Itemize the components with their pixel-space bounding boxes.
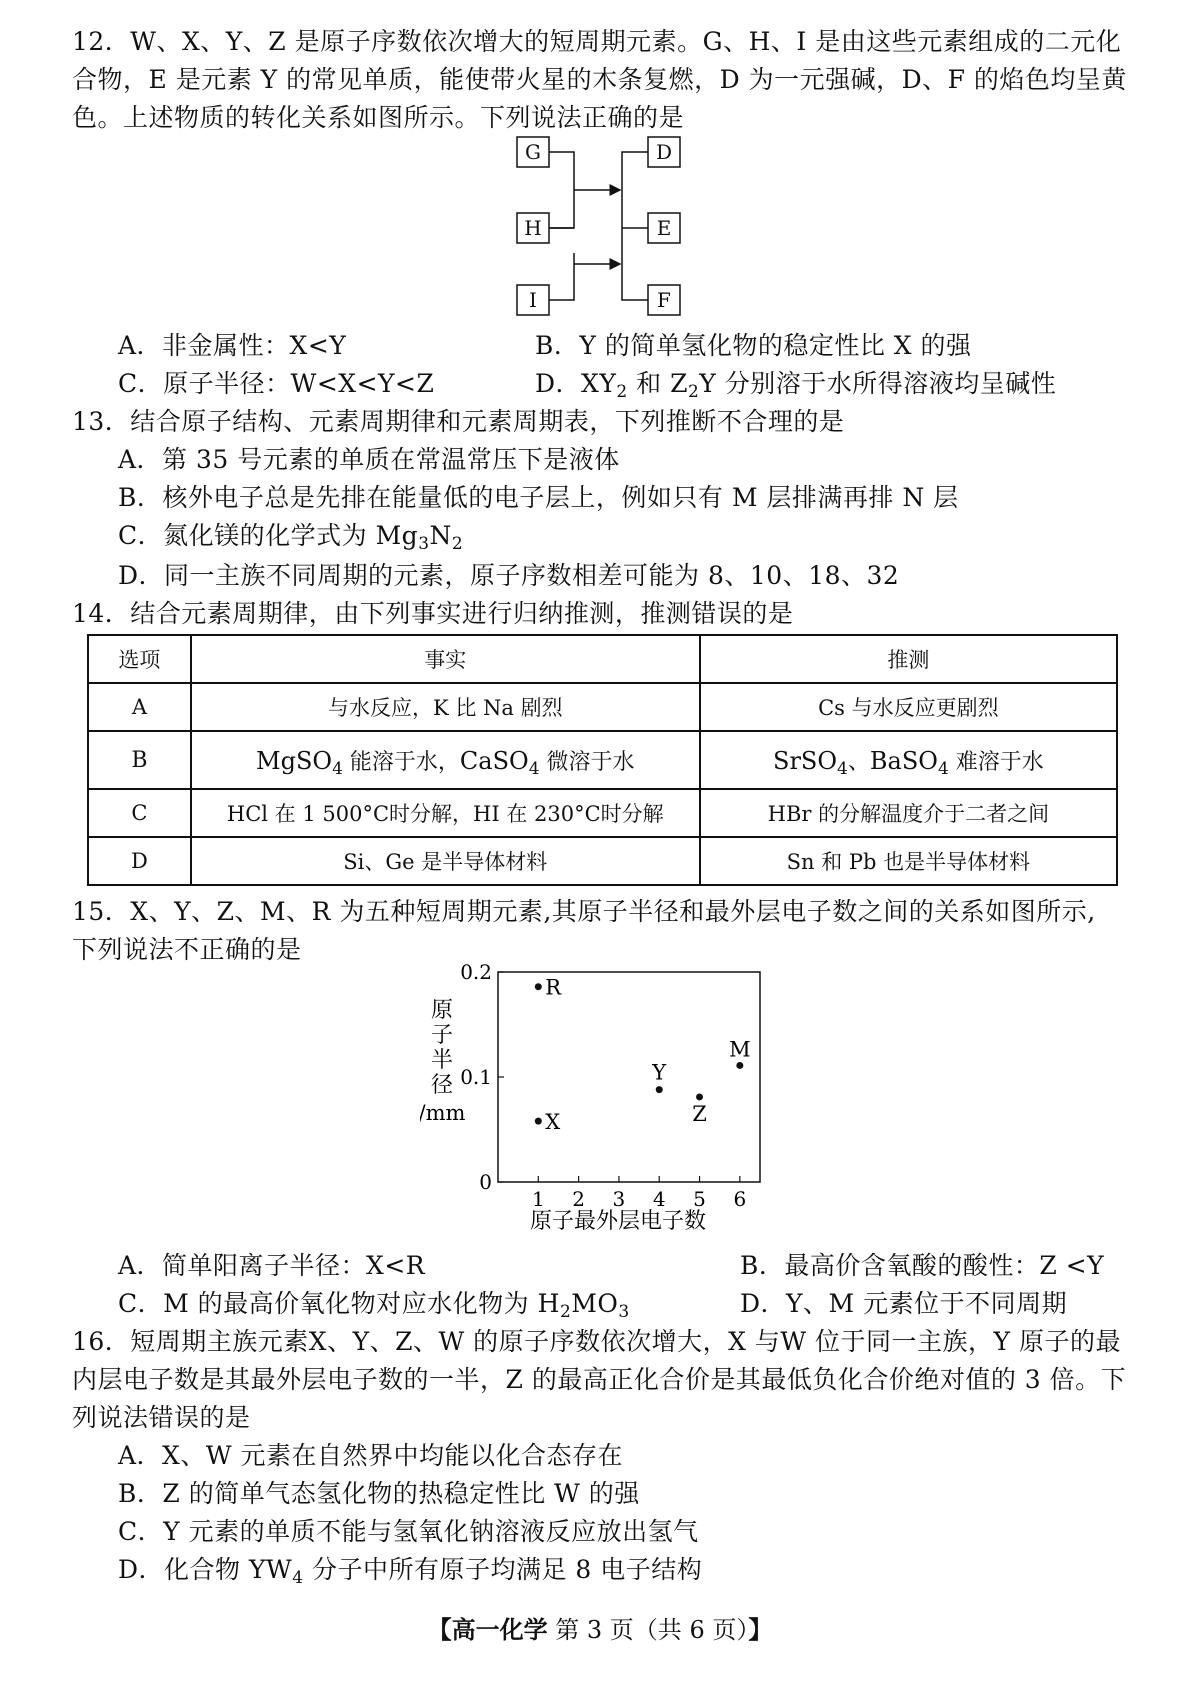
q13-option-d: D．同一主族不同周期的元素，原子序数相差可能为 8、10、18、32 [118, 561, 900, 590]
table-row [88, 837, 1117, 885]
q16-option-a: A．X、W 元素在自然界中均能以化合态存在 [118, 1441, 623, 1470]
table-row [88, 731, 1117, 789]
row-guess: Cs 与水反应更剧烈 [700, 683, 1117, 731]
data-point-label: X [545, 1110, 561, 1135]
data-point-label: M [729, 1037, 751, 1062]
x-tick-label: 1 [531, 1187, 545, 1211]
q15-stem-line2: 下列说法不正确的是 [72, 935, 302, 964]
q14-stem: 14．结合元素周期律，由下列事实进行归纳推测，推测错误的是 [72, 599, 794, 628]
x-axis-label: 原子最外层电子数 [529, 1209, 707, 1234]
q15-option-a: A．简单阳离子半径：X<R [118, 1251, 426, 1280]
x-tick-label: 2 [572, 1187, 585, 1211]
q16-stem-line1: 16．短周期主族元素X、Y、Z、W 的原子序数依次增大，X 与W 位于同一主族，Y 原子的最 [72, 1327, 1121, 1356]
box-h-label: H [524, 216, 542, 240]
q16-option-c: C．Y 元素的单质不能与氢氧化钠溶液反应放出氢气 [118, 1517, 699, 1546]
q15-option-c: C．M 的最高价氧化物对应水化物为 $H_2MO_3$ [118, 1289, 630, 1322]
y-tick-label: 0 [479, 1170, 492, 1194]
row-guess: Sn 和 Pb 也是半导体材料 [700, 837, 1117, 885]
q13-option-c: C．氮化镁的化学式为 $Mg_3N_2$ [118, 521, 464, 554]
table-row [88, 683, 1117, 731]
q12-flow-diagram [515, 133, 690, 323]
table-header-row [88, 635, 1117, 683]
q12-option-d: D．$XY_2$ 和 $Z_2Y$ 分别溶于水所得溶液均呈碱性 [535, 369, 1057, 402]
row-fact: HCl 在 1 500°C时分解，HI 在 230°C时分解 [191, 789, 700, 837]
q15-scatter-chart [420, 960, 800, 1240]
data-point-label: R [545, 975, 562, 1000]
table-row [88, 789, 1117, 837]
q12-stem-line1: 12．W、X、Y、Z 是原子序数依次增大的短周期元素。G、H、I 是由这些元素组成的二元化 [72, 27, 1122, 56]
y-axis-label-char: 半 [430, 1048, 454, 1073]
q14-table [87, 634, 1118, 886]
q16-stem-line2: 内层电子数是其最外层电子数的一半，Z 的最高正化合价是其最低负化合价绝对值的 3 倍。下 [72, 1365, 1127, 1394]
footer-subject: 高一化学 [451, 1615, 548, 1644]
data-point-label: Z [692, 1101, 707, 1126]
plot-frame [498, 972, 760, 1182]
y-axis-label-char: 径 [430, 1073, 454, 1098]
q16-option-d: D．化合物 $YW_4$ 分子中所有原子均满足 8 电子结构 [118, 1555, 703, 1588]
data-point-m [736, 1062, 743, 1069]
x-tick-label: 6 [733, 1187, 747, 1211]
data-point-r [535, 983, 542, 990]
row-fact: 与水反应，K 比 Na 剧烈 [191, 683, 700, 731]
q12-option-a: A．非金属性：X<Y [118, 331, 347, 360]
q15-stem-line1: 15．X、Y、Z、M、R 为五种短周期元素,其原子半径和最外层电子数之间的关系如图所示, [72, 897, 1096, 926]
row-guess: HBr 的分解温度介于二者之间 [700, 789, 1117, 837]
data-point-z [696, 1093, 703, 1100]
q12-option-c: C．原子半径：W<X<Y<Z [118, 369, 435, 398]
q13-option-b: B．核外电子总是先排在能量低的电子层上，例如只有 M 层排满再排 N 层 [118, 483, 959, 512]
data-point-y [656, 1086, 663, 1093]
page-footer: 【高一化学 第 3 页（共 6 页）】 [427, 1615, 773, 1644]
q12-stem-line3: 色。上述物质的转化关系如图所示。下列说法正确的是 [72, 103, 685, 132]
q12-option-b: B．Y 的简单氢化物的稳定性比 X 的强 [535, 331, 972, 360]
y-axis-label-char: 子 [430, 1023, 454, 1048]
q12-stem-line2: 合物，E 是元素 Y 的常见单质，能使带火星的木条复燃，D 为一元强碱，D、F 的焰色均呈黄 [72, 65, 1127, 94]
row-option: C [88, 789, 191, 837]
data-point-label: Y [652, 1060, 667, 1085]
row-fact: MgSO$_4$ 能溶于水，CaSO$_4$ 微溶于水 [191, 731, 700, 789]
q13-option-a: A．第 35 号元素的单质在常温常压下是液体 [118, 445, 620, 474]
x-tick-label: 4 [652, 1187, 666, 1211]
data-point-x [535, 1118, 542, 1125]
y-axis-unit: /mm [420, 1101, 466, 1125]
table-header-cell: 推测 [700, 635, 1117, 683]
box-i-label: I [529, 288, 537, 312]
y-axis-label-char: 原 [430, 998, 454, 1023]
row-option: A [88, 683, 191, 731]
q13-stem: 13．结合原子结构、元素周期律和元素周期表，下列推断不合理的是 [72, 407, 845, 436]
box-g-label: G [525, 140, 541, 164]
row-option: D [88, 837, 191, 885]
table-header-cell: 事实 [191, 635, 700, 683]
footer-page: 第 3 页（共 6 页） [547, 1616, 749, 1644]
row-guess: SrSO$_4$、BaSO$_4$ 难溶于水 [700, 731, 1117, 789]
q15-option-b: B．最高价含氧酸的酸性：Z <Y [740, 1251, 1105, 1280]
q15-option-d: D．Y、M 元素位于不同周期 [740, 1289, 1068, 1318]
row-option: B [88, 731, 191, 789]
table-header-cell: 选项 [88, 635, 191, 683]
box-f-label: F [657, 288, 671, 312]
x-tick-label: 3 [612, 1187, 626, 1211]
row-fact: Si、Ge 是半导体材料 [191, 837, 700, 885]
q16-stem-line3: 列说法错误的是 [72, 1403, 251, 1432]
y-tick-label: 0.2 [460, 960, 492, 984]
box-d-label: D [655, 140, 673, 164]
box-e-label: E [656, 216, 672, 240]
q16-option-b: B．Z 的简单气态氢化物的热稳定性比 W 的强 [118, 1479, 640, 1508]
x-tick-label: 5 [693, 1187, 706, 1211]
y-tick-label: 0.1 [460, 1065, 492, 1089]
